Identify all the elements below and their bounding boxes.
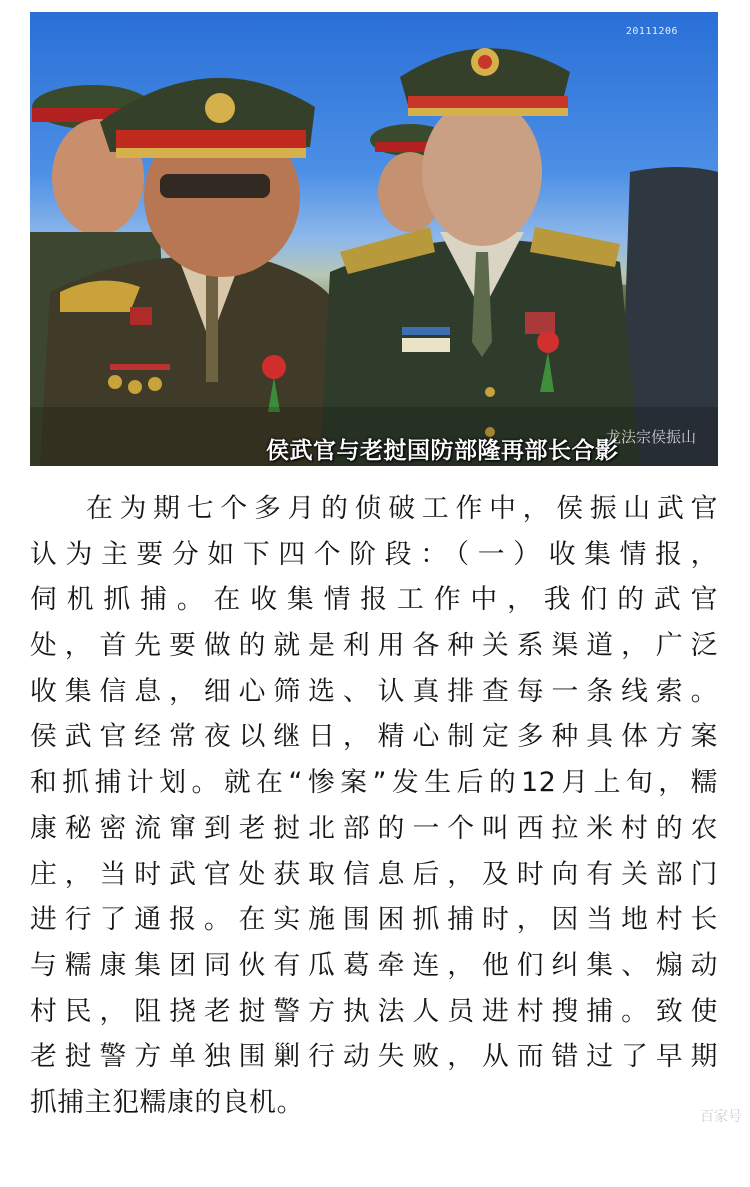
chinese-officer — [320, 48, 640, 466]
article-line: 收集信息，细心筛选、认真排查每一条线索。 — [30, 675, 718, 707]
article-line: 进行了通报。在实施围困抓捕时，因当地村长 — [30, 904, 718, 936]
article-line: 庄，当时武官处获取信息后，及时向有关部门 — [30, 858, 718, 890]
article-body — [30, 486, 718, 1126]
photo-watermark — [606, 426, 696, 447]
article-line: 康秘密流窜到老挝北部的一个叫西拉米村的农 — [30, 812, 718, 844]
article-line: 老挝警方单独围剿行动失败，从而错过了早期 — [30, 1041, 718, 1073]
article-line: 处，首先要做的就是利用各种关系渠道，广泛 — [30, 630, 718, 662]
article-line: 和抓捕计划。就在“惨案”发生后的12月上旬，糯 — [30, 767, 718, 799]
watermark-text: 龙法宗侯振山 — [605, 428, 696, 446]
article-line: 在为期七个多月的侦破工作中，侯振山武官 — [86, 493, 718, 524]
photo-date-stamp: 20111206 — [625, 26, 678, 37]
article-line: 与糯康集团同伙有瓜葛牵连，他们纠集、煽动 — [30, 949, 718, 981]
article-line: 认为主要分如下四个阶段：（一）收集情报， — [30, 538, 718, 570]
article-line: 侯武官经常夜以继日，精心制定多种具体方案 — [30, 721, 718, 753]
photo-caption: 侯武官与老挝国防部隆再部长合影 — [266, 438, 619, 464]
article-line: 伺机抓捕。在收集情报工作中，我们的武官 — [30, 584, 718, 616]
photo-scene — [30, 12, 718, 466]
article-photo — [30, 12, 718, 466]
page-watermark: 百家号 — [700, 1109, 742, 1125]
article-line: 村民，阻挠老挝警方执法人员进村搜捕。致使 — [30, 995, 718, 1027]
article-line: 抓捕主犯糯康的良机。 — [30, 1086, 304, 1118]
wechat-icon — [606, 426, 718, 466]
